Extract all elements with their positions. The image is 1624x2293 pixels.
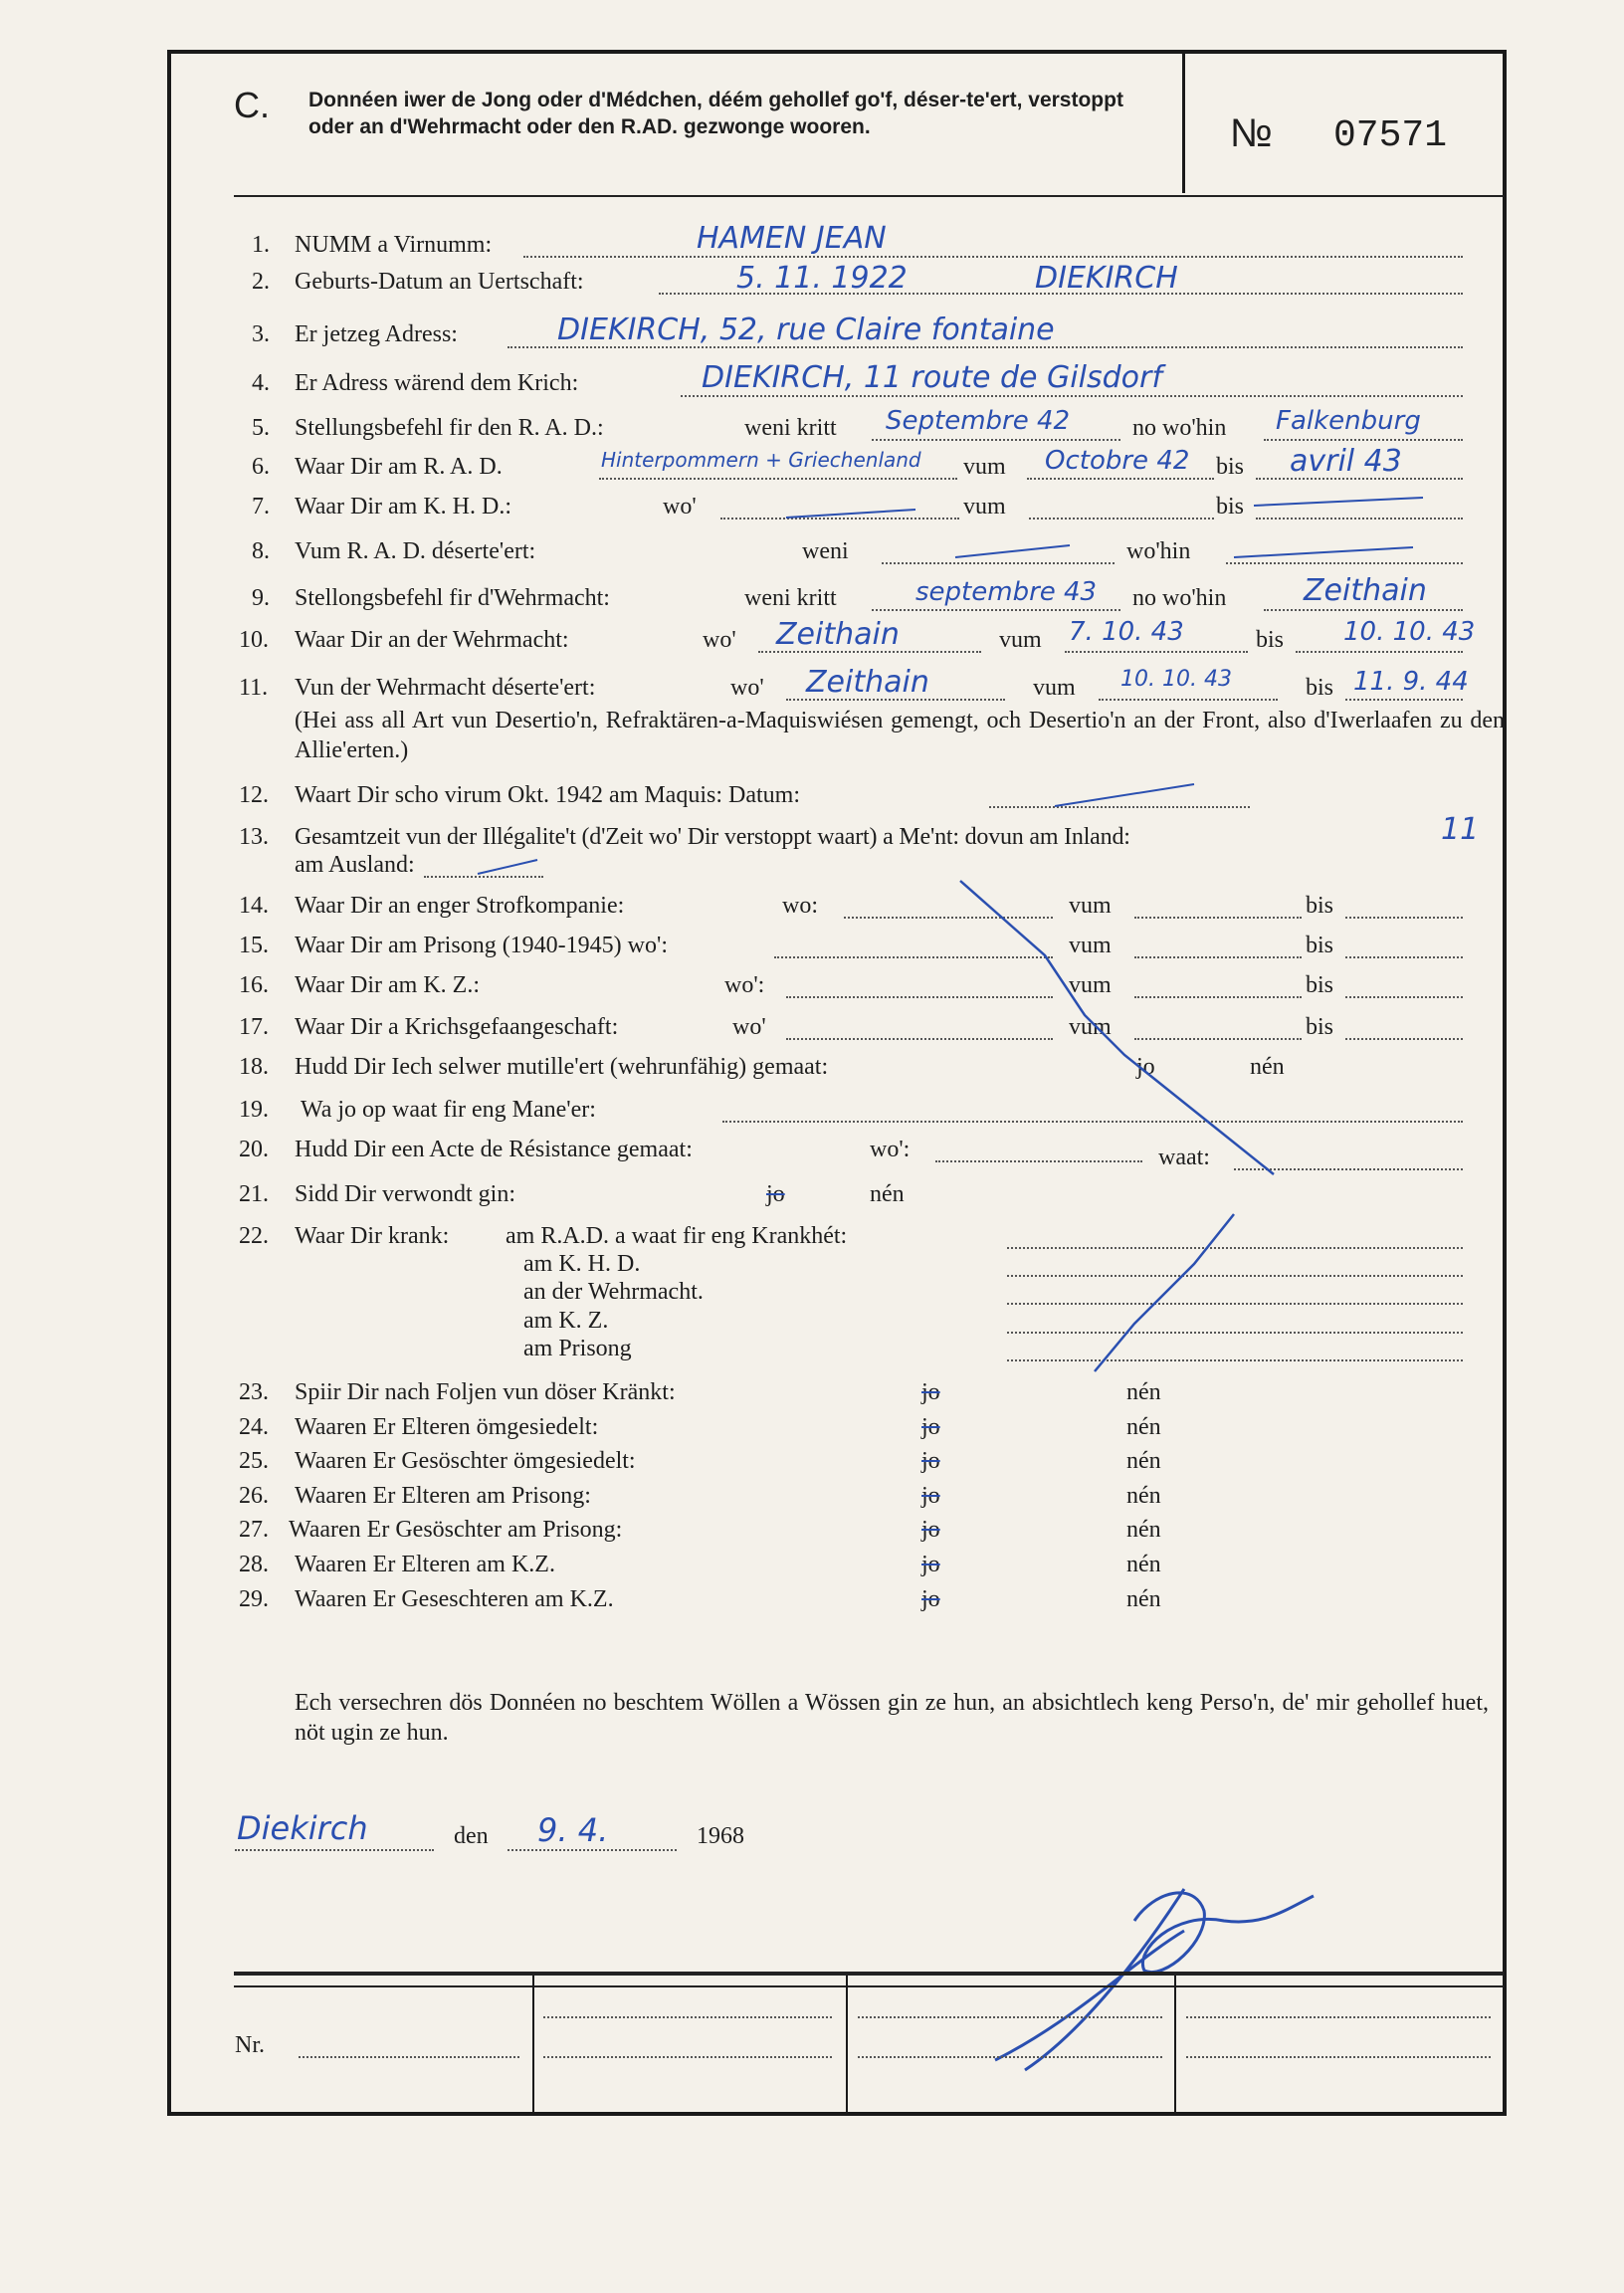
item-11-from-label: vum: [1033, 675, 1076, 701]
footer-col-1: [532, 1976, 534, 2112]
item-5-label: Stellungsbefehl fir den R. A. D.:: [295, 415, 604, 441]
item-13-abroad-label: am Ausland:: [295, 852, 415, 878]
item-13-number: 13.: [239, 824, 269, 850]
footer-cell-3-line-a: [1186, 2016, 1491, 2018]
item-15-where-line: [774, 956, 1053, 958]
item-27-no: nén: [1126, 1517, 1161, 1543]
item-21-no: nén: [870, 1181, 905, 1207]
item-14-to-line: [1345, 917, 1463, 919]
hw-des-place: Zeithain: [806, 665, 929, 700]
item-18-label: Hudd Dir Iech selwer mutille'ert (wehrunfähig) gemaat:: [295, 1054, 829, 1080]
item-5-when-label: weni kritt: [744, 415, 837, 441]
item-26-yes: jo: [921, 1483, 940, 1509]
item-17-where-label: wo': [732, 1014, 766, 1040]
item-7-from-line: [1029, 518, 1214, 520]
header-rule: [234, 195, 1504, 197]
item-14-label: Waar Dir an enger Strofkompanie:: [295, 893, 625, 919]
item-22-prison-line: [1007, 1359, 1463, 1361]
item-26-no: nén: [1126, 1483, 1161, 1509]
item-10-to-line: [1296, 651, 1463, 653]
item-9-label: Stellongsbefehl fir d'Wehrmacht:: [295, 585, 610, 611]
hw-rad-where: Falkenburg: [1276, 406, 1421, 436]
item-20-label: Hudd Dir een Acte de Résistance gemaat:: [295, 1137, 693, 1162]
section-letter: C.: [234, 85, 270, 125]
item-10-from-line: [1065, 651, 1248, 653]
date-den-label: den: [454, 1823, 489, 1849]
hw-rad-to: avril 43: [1290, 444, 1402, 479]
footer-cell-3-line-b: [1186, 2056, 1491, 2058]
item-28-label: Waaren Er Elteren am K.Z.: [295, 1552, 555, 1577]
hw-rad-from: Octobre 42: [1045, 446, 1190, 476]
item-19-line: [722, 1121, 1463, 1123]
item-22-number: 22.: [239, 1223, 269, 1249]
item-8-where-label: wo'hin: [1126, 538, 1191, 564]
item-11-number: 11.: [239, 675, 269, 701]
item-5-where-line: [1264, 439, 1463, 441]
item-22-prison: am Prisong: [523, 1336, 632, 1361]
item-8-when-label: weni: [802, 538, 849, 564]
item-2-number: 2.: [252, 269, 270, 295]
item-9-when-label: weni kritt: [744, 585, 837, 611]
item-6-label: Waar Dir am R. A. D.: [295, 454, 503, 480]
item-15-from-line: [1134, 956, 1302, 958]
item-14-from-label: vum: [1069, 893, 1112, 919]
item-28-no: nén: [1126, 1552, 1161, 1577]
item-28-yes: jo: [921, 1552, 940, 1577]
date-year: 1968: [697, 1823, 744, 1849]
item-19-label: Wa jo op waat fir eng Mane'er:: [301, 1097, 596, 1123]
item-16-label: Waar Dir am K. Z.:: [295, 972, 480, 998]
item-7-number: 7.: [252, 494, 270, 520]
item-15-number: 15.: [239, 933, 269, 958]
footer-cell-2-line-b: [858, 2056, 1162, 2058]
item-8-when-line: [882, 562, 1115, 564]
item-11-to-line: [1345, 699, 1463, 701]
item-6-number: 6.: [252, 454, 270, 480]
hw-place: Diekirch: [237, 1809, 368, 1847]
frame-left: [167, 50, 171, 2116]
item-29-yes: jo: [921, 1586, 940, 1612]
item-20-where-label: wo':: [870, 1137, 911, 1162]
item-6-from-label: vum: [963, 454, 1006, 480]
item-20-where-line: [935, 1160, 1142, 1162]
item-10-where-label: wo': [703, 627, 736, 653]
item-22-label: Waar Dir krank:: [295, 1223, 450, 1249]
item-19-number: 19.: [239, 1097, 269, 1123]
item-1-line: [523, 256, 1463, 258]
item-4-label: Er Adress wärend dem Krich:: [295, 370, 579, 396]
item-23-number: 23.: [239, 1379, 269, 1405]
footer-col-3: [1174, 1976, 1176, 2112]
hw-des-to: 11. 9. 44: [1353, 667, 1469, 697]
item-9-where-label: no wo'hin: [1132, 585, 1227, 611]
form-number: 07571: [1333, 114, 1448, 157]
footer-nr-line: [299, 2056, 519, 2058]
date-line: [508, 1849, 677, 1851]
item-26-label: Waaren Er Elteren am Prisong:: [295, 1483, 591, 1509]
hw-rad-place: Hinterpommern + Griechenland: [601, 448, 921, 472]
item-3-label: Er jetzeg Adress:: [295, 321, 458, 347]
item-16-to-label: bis: [1306, 972, 1334, 998]
hw-address: DIEKIRCH, 52, rue Claire fontaine: [557, 313, 1055, 347]
frame-bottom: [167, 2112, 1507, 2116]
item-17-from-line: [1134, 1038, 1302, 1040]
item-20-number: 20.: [239, 1137, 269, 1162]
hw-birth-place: DIEKIRCH: [1035, 261, 1178, 296]
hw-wm-to: 10. 10. 43: [1343, 617, 1476, 647]
item-18-yes: jo: [1136, 1054, 1155, 1080]
item-4-number: 4.: [252, 370, 270, 396]
item-11-to-label: bis: [1306, 675, 1334, 701]
item-27-number: 27.: [239, 1517, 269, 1543]
item-10-label: Waar Dir an der Wehrmacht:: [295, 627, 569, 653]
item-15-to-line: [1345, 956, 1463, 958]
item-15-to-label: bis: [1306, 933, 1334, 958]
item-23-no: nén: [1126, 1379, 1161, 1405]
hw-wm-place: Zeithain: [776, 617, 900, 652]
hw-date: 9. 4.: [537, 1811, 609, 1849]
item-9-when-line: [872, 609, 1120, 611]
item-29-label: Waaren Er Geseschteren am K.Z.: [295, 1586, 614, 1612]
hw-wm-from: 7. 10. 43: [1069, 617, 1184, 647]
item-17-label: Waar Dir a Krichsgefaangeschaft:: [295, 1014, 619, 1040]
item-12-line: [989, 806, 1250, 808]
item-16-from-line: [1134, 996, 1302, 998]
place-line: [235, 1849, 434, 1851]
item-16-to-line: [1345, 996, 1463, 998]
frame-right: [1503, 50, 1507, 2116]
item-22-rad-line: [1007, 1247, 1463, 1249]
number-symbol: №: [1230, 111, 1273, 155]
item-5-where-label: no wo'hin: [1132, 415, 1227, 441]
frame-top: [167, 50, 1507, 54]
item-16-where-label: wo':: [724, 972, 765, 998]
item-29-number: 29.: [239, 1586, 269, 1612]
footer-cell-1-line-b: [543, 2056, 832, 2058]
hw-wm-where: Zeithain: [1304, 573, 1427, 608]
footer-col-2: [846, 1976, 848, 2112]
item-23-label: Spiir Dir nach Foljen vun döser Kränkt:: [295, 1379, 676, 1405]
item-17-number: 17.: [239, 1014, 269, 1040]
declaration-text: Ech versechren dös Donnéen no beschtem Wöllen a Wössen gin ze hun, an absichtlech keng Perso'n, de' mir gehollef huet, nöt ugin ze hun.: [295, 1690, 1489, 1746]
item-11-note: (Hei ass all Art vun Desertio'n, Refraktären-a-Maquiswiésen gemengt, och Desertio'n an der Front, also d'Iwerlaafen zu den Allie'erten.): [295, 708, 1505, 763]
item-22-wehrmacht: an der Wehrmacht.: [523, 1279, 704, 1305]
item-10-to-label: bis: [1256, 627, 1285, 653]
item-25-label: Waaren Er Gesöschter ömgesiedelt:: [295, 1448, 636, 1474]
item-25-number: 25.: [239, 1448, 269, 1474]
item-8-label: Vum R. A. D. déserte'ert:: [295, 538, 536, 564]
item-26-number: 26.: [239, 1483, 269, 1509]
item-6-to-label: bis: [1216, 454, 1245, 480]
item-1-number: 1.: [252, 232, 270, 258]
hw-inland: 11: [1441, 812, 1480, 847]
item-27-yes: jo: [921, 1517, 940, 1543]
item-13-label: Gesamtzeit vun der Illégalite't (d'Zeit wo' Dir verstoppt waart) a Me'nt: dovun am Inland:: [295, 824, 1130, 850]
item-8-where-line: [1226, 562, 1463, 564]
item-22-khd-line: [1007, 1275, 1463, 1277]
item-16-where-line: [786, 996, 1053, 998]
item-28-number: 28.: [239, 1552, 269, 1577]
item-25-yes: jo: [921, 1448, 940, 1474]
item-12-label: Waart Dir scho virum Okt. 1942 am Maquis: Datum:: [295, 782, 800, 808]
item-14-to-label: bis: [1306, 893, 1334, 919]
item-16-from-label: vum: [1069, 972, 1112, 998]
item-22-wehrmacht-line: [1007, 1303, 1463, 1305]
item-10-number: 10.: [239, 627, 269, 653]
item-23-yes: jo: [921, 1379, 940, 1405]
hw-des-from: 10. 10. 43: [1120, 667, 1232, 692]
item-22-khd: am K. H. D.: [523, 1251, 641, 1277]
item-14-where-line: [844, 917, 1053, 919]
item-3-number: 3.: [252, 321, 270, 347]
item-4-line: [681, 395, 1463, 397]
item-6-place-line: [599, 478, 957, 480]
hw-birth-date: 5. 11. 1922: [736, 261, 908, 296]
item-21-yes: jo: [766, 1181, 785, 1207]
hw-name: HAMEN JEAN: [697, 221, 887, 256]
item-20-what-label: waat:: [1158, 1145, 1210, 1170]
item-17-where-line: [786, 1038, 1053, 1040]
header-title: Donnéen iwer de Jong oder d'Médchen, déém gehollef go'f, déser-te'ert, verstoppt oder an d'Wehrmacht oder den R.AD. gezwonge wooren.: [308, 89, 1123, 138]
item-21-label: Sidd Dir verwondt gin:: [295, 1181, 515, 1207]
item-17-from-label: vum: [1069, 1014, 1112, 1040]
item-18-no: nén: [1250, 1054, 1285, 1080]
footer-rule-thick: [234, 1972, 1504, 1976]
item-25-no: nén: [1126, 1448, 1161, 1474]
hw-war-address: DIEKIRCH, 11 route de Gilsdorf: [702, 360, 1162, 395]
item-7-label: Waar Dir am K. H. D.:: [295, 494, 512, 520]
footer-rule-thin: [234, 1985, 1504, 1987]
item-14-number: 14.: [239, 893, 269, 919]
footer-cell-2-line-a: [858, 2016, 1162, 2018]
item-18-number: 18.: [239, 1054, 269, 1080]
header-divider-vertical: [1182, 54, 1185, 193]
item-9-number: 9.: [252, 585, 270, 611]
item-17-to-label: bis: [1306, 1014, 1334, 1040]
item-12-number: 12.: [239, 782, 269, 808]
item-6-from-line: [1027, 478, 1214, 480]
item-5-number: 5.: [252, 415, 270, 441]
hw-wm-when: septembre 43: [915, 577, 1098, 607]
item-21-number: 21.: [239, 1181, 269, 1207]
item-10-from-label: vum: [999, 627, 1042, 653]
item-15-label: Waar Dir am Prisong (1940-1945) wo':: [295, 933, 668, 958]
footer-nr-label: Nr.: [235, 2032, 265, 2058]
item-7-where-label: wo': [663, 494, 697, 520]
item-16-number: 16.: [239, 972, 269, 998]
item-8-number: 8.: [252, 538, 270, 564]
item-11-from-line: [1099, 699, 1278, 701]
item-7-to-label: bis: [1216, 494, 1245, 520]
item-15-from-label: vum: [1069, 933, 1112, 958]
item-22-kz: am K. Z.: [523, 1308, 609, 1334]
item-14-from-line: [1134, 917, 1302, 919]
item-24-number: 24.: [239, 1414, 269, 1440]
item-29-no: nén: [1126, 1586, 1161, 1612]
item-27-label: Waaren Er Gesöschter am Prisong:: [289, 1517, 623, 1543]
item-24-yes: jo: [921, 1414, 940, 1440]
item-17-to-line: [1345, 1038, 1463, 1040]
item-24-no: nén: [1126, 1414, 1161, 1440]
item-1-label: NUMM a Virnumm:: [295, 232, 493, 258]
item-11-label: Vun der Wehrmacht déserte'ert:: [295, 675, 596, 701]
item-7-to-line: [1256, 518, 1463, 520]
item-7-from-label: vum: [963, 494, 1006, 520]
item-14-where-label: wo:: [782, 893, 818, 919]
item-22-rad: am R.A.D. a waat fir eng Krankhét:: [506, 1223, 848, 1249]
item-22-kz-line: [1007, 1332, 1463, 1334]
item-9-where-line: [1264, 609, 1463, 611]
item-13-abroad-line: [424, 876, 543, 878]
hw-rad-when: Septembre 42: [886, 406, 1071, 436]
item-24-label: Waaren Er Elteren ömgesiedelt:: [295, 1414, 599, 1440]
item-7-where-line: [720, 518, 959, 520]
item-11-where-label: wo': [730, 675, 764, 701]
footer-cell-1-line-a: [543, 2016, 832, 2018]
item-5-when-line: [872, 439, 1120, 441]
item-20-what-line: [1234, 1168, 1463, 1170]
item-2-label: Geburts-Datum an Uertschaft:: [295, 269, 584, 295]
